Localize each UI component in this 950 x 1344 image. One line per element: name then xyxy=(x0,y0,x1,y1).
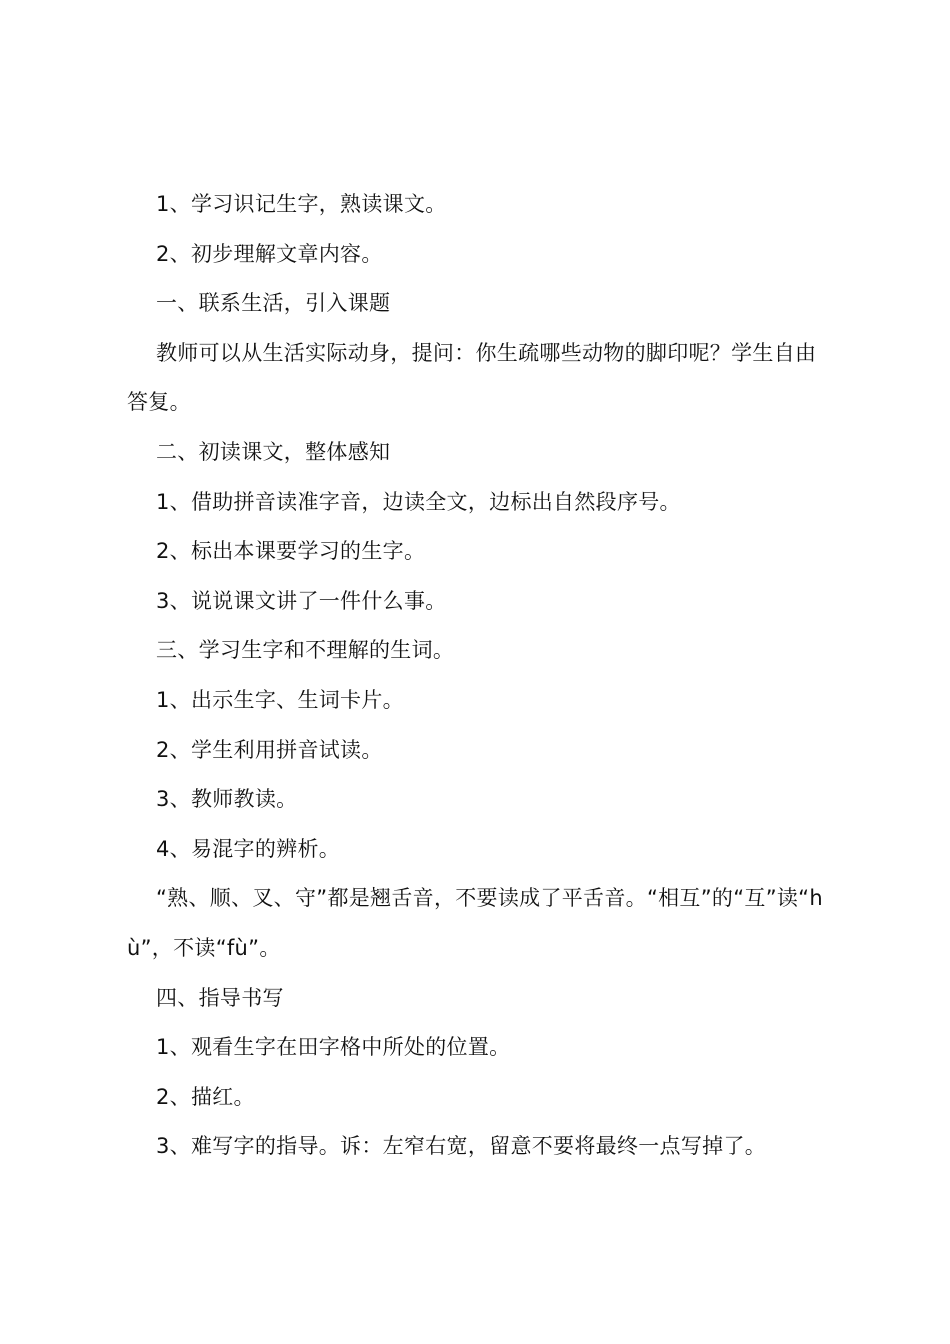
paragraph-step-2-2: 2、标出本课要学习的生字。 xyxy=(156,539,426,564)
section-heading-2: 二、初读课文，整体感知 xyxy=(156,439,391,464)
paragraph-intro-question: 教师可以从生活实际动身，提问：你生疏哪些动物的脚印呢？学生自由答复。 xyxy=(127,340,817,415)
document-body xyxy=(127,180,833,1172)
paragraph-step-3-4: 4、易混字的辨析。 xyxy=(156,836,341,861)
paragraph-step-3-2: 2、学生利用拼音试读。 xyxy=(156,737,383,762)
paragraph-step-4-2: 2、描红。 xyxy=(156,1084,255,1109)
paragraph-step-4-1: 1、观看生字在田字格中所处的位置。 xyxy=(156,1035,511,1060)
paragraph-pronunciation-note: “熟、顺、叉、守”都是翘舌音，不要读成了平舌音。“相互”的“互”读“hù”，不读“fù”。 xyxy=(127,886,823,960)
paragraph-goal-1: 1、学习识记生字，熟读课文。 xyxy=(156,192,447,216)
paragraph-step-2-1: 1、借助拼音读准字音，边读全文，边标出自然段序号。 xyxy=(156,489,681,514)
paragraph-step-3-3: 3、教师教读。 xyxy=(156,787,298,812)
paragraph-step-3-1: 1、出示生字、生词卡片。 xyxy=(156,687,404,712)
section-heading-4: 四、指导书写 xyxy=(156,985,284,1010)
paragraph-goal-2: 2、初步理解文章内容。 xyxy=(156,241,383,266)
paragraph-step-4-3: 3、难写字的指导。诉：左窄右宽，留意不要将最终一点写掉了。 xyxy=(156,1134,767,1159)
section-heading-1: 一、联系生活，引入课题 xyxy=(156,291,391,316)
paragraph-step-2-3: 3、说说课文讲了一件什么事。 xyxy=(156,588,447,613)
section-heading-3: 三、学习生字和不理解的生词。 xyxy=(156,638,455,663)
